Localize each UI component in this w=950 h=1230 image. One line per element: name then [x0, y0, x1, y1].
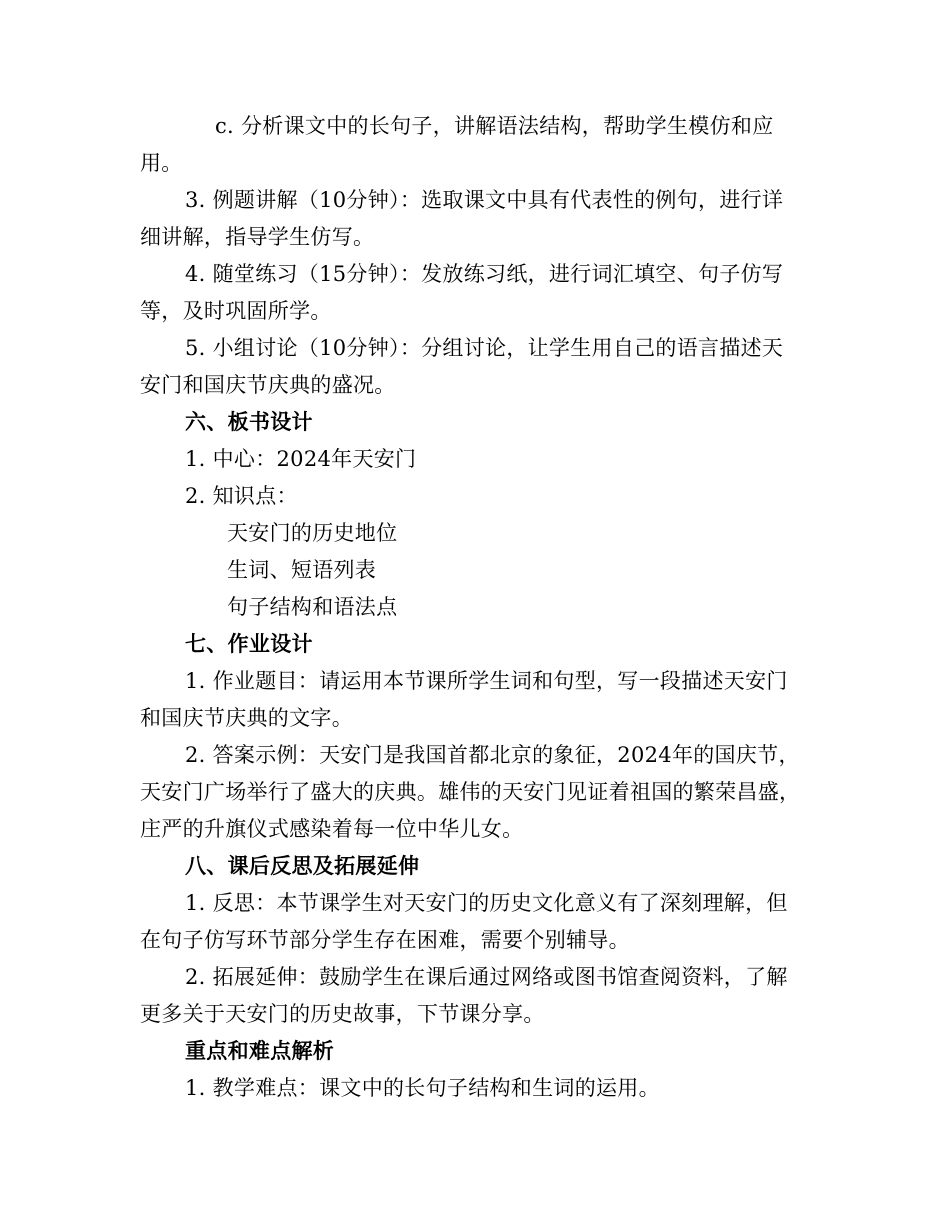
- text-line: 3. 例题讲解（10分钟）：选取课文中具有代表性的例句，进行详: [185, 188, 784, 212]
- text-line: 2. 答案示例：天安门是我国首都北京的象征，2024年的国庆节，: [185, 743, 800, 767]
- text-line: 生词、短语列表: [227, 558, 377, 582]
- text-line: 4. 随堂练习（15分钟）：发放练习纸，进行词汇填空、句子仿写: [185, 262, 784, 286]
- text-line: c. 分析课文中的长句子，讲解语法结构，帮助学生模仿和应: [215, 114, 774, 138]
- section-heading: 重点和难点解析: [185, 1039, 335, 1063]
- text-line: 句子结构和语法点: [227, 595, 398, 619]
- text-line: 天安门广场举行了盛大的庆典。雄伟的天安门见证着祖国的繁荣昌盛，: [140, 780, 801, 804]
- text-line: 天安门的历史地位: [227, 521, 398, 545]
- text-line: 更多关于天安门的历史故事，下节课分享。: [140, 1002, 545, 1026]
- text-line: 1. 中心：2024年天安门: [185, 447, 417, 471]
- text-line: 用。: [140, 151, 183, 175]
- section-heading: 八、课后反思及拓展延伸: [185, 854, 420, 878]
- text-line: 1. 作业题目：请运用本节课所学生词和句型，写一段描述天安门: [185, 669, 788, 693]
- text-line: 2. 拓展延伸：鼓励学生在课后通过网络或图书馆查阅资料，了解: [185, 965, 788, 989]
- text-line: 1. 教学难点：课文中的长句子结构和生词的运用。: [185, 1076, 660, 1100]
- text-line: 等，及时巩固所学。: [140, 299, 332, 323]
- text-line: 细讲解，指导学生仿写。: [140, 225, 375, 249]
- text-line: 5. 小组讨论（10分钟）：分组讨论，让学生用自己的语言描述天: [185, 336, 784, 360]
- text-line: 1. 反思：本节课学生对天安门的历史文化意义有了深刻理解，但: [185, 891, 788, 915]
- text-line: 和国庆节庆典的文字。: [140, 706, 353, 730]
- section-heading: 七、作业设计: [185, 632, 313, 656]
- text-line: 2. 知识点：: [185, 484, 298, 508]
- text-line: 安门和国庆节庆典的盛况。: [140, 373, 396, 397]
- text-line: 在句子仿写环节部分学生存在困难，需要个别辅导。: [140, 928, 630, 952]
- section-heading: 六、板书设计: [185, 410, 313, 434]
- text-line: 庄严的升旗仪式感染着每一位中华儿女。: [140, 817, 524, 841]
